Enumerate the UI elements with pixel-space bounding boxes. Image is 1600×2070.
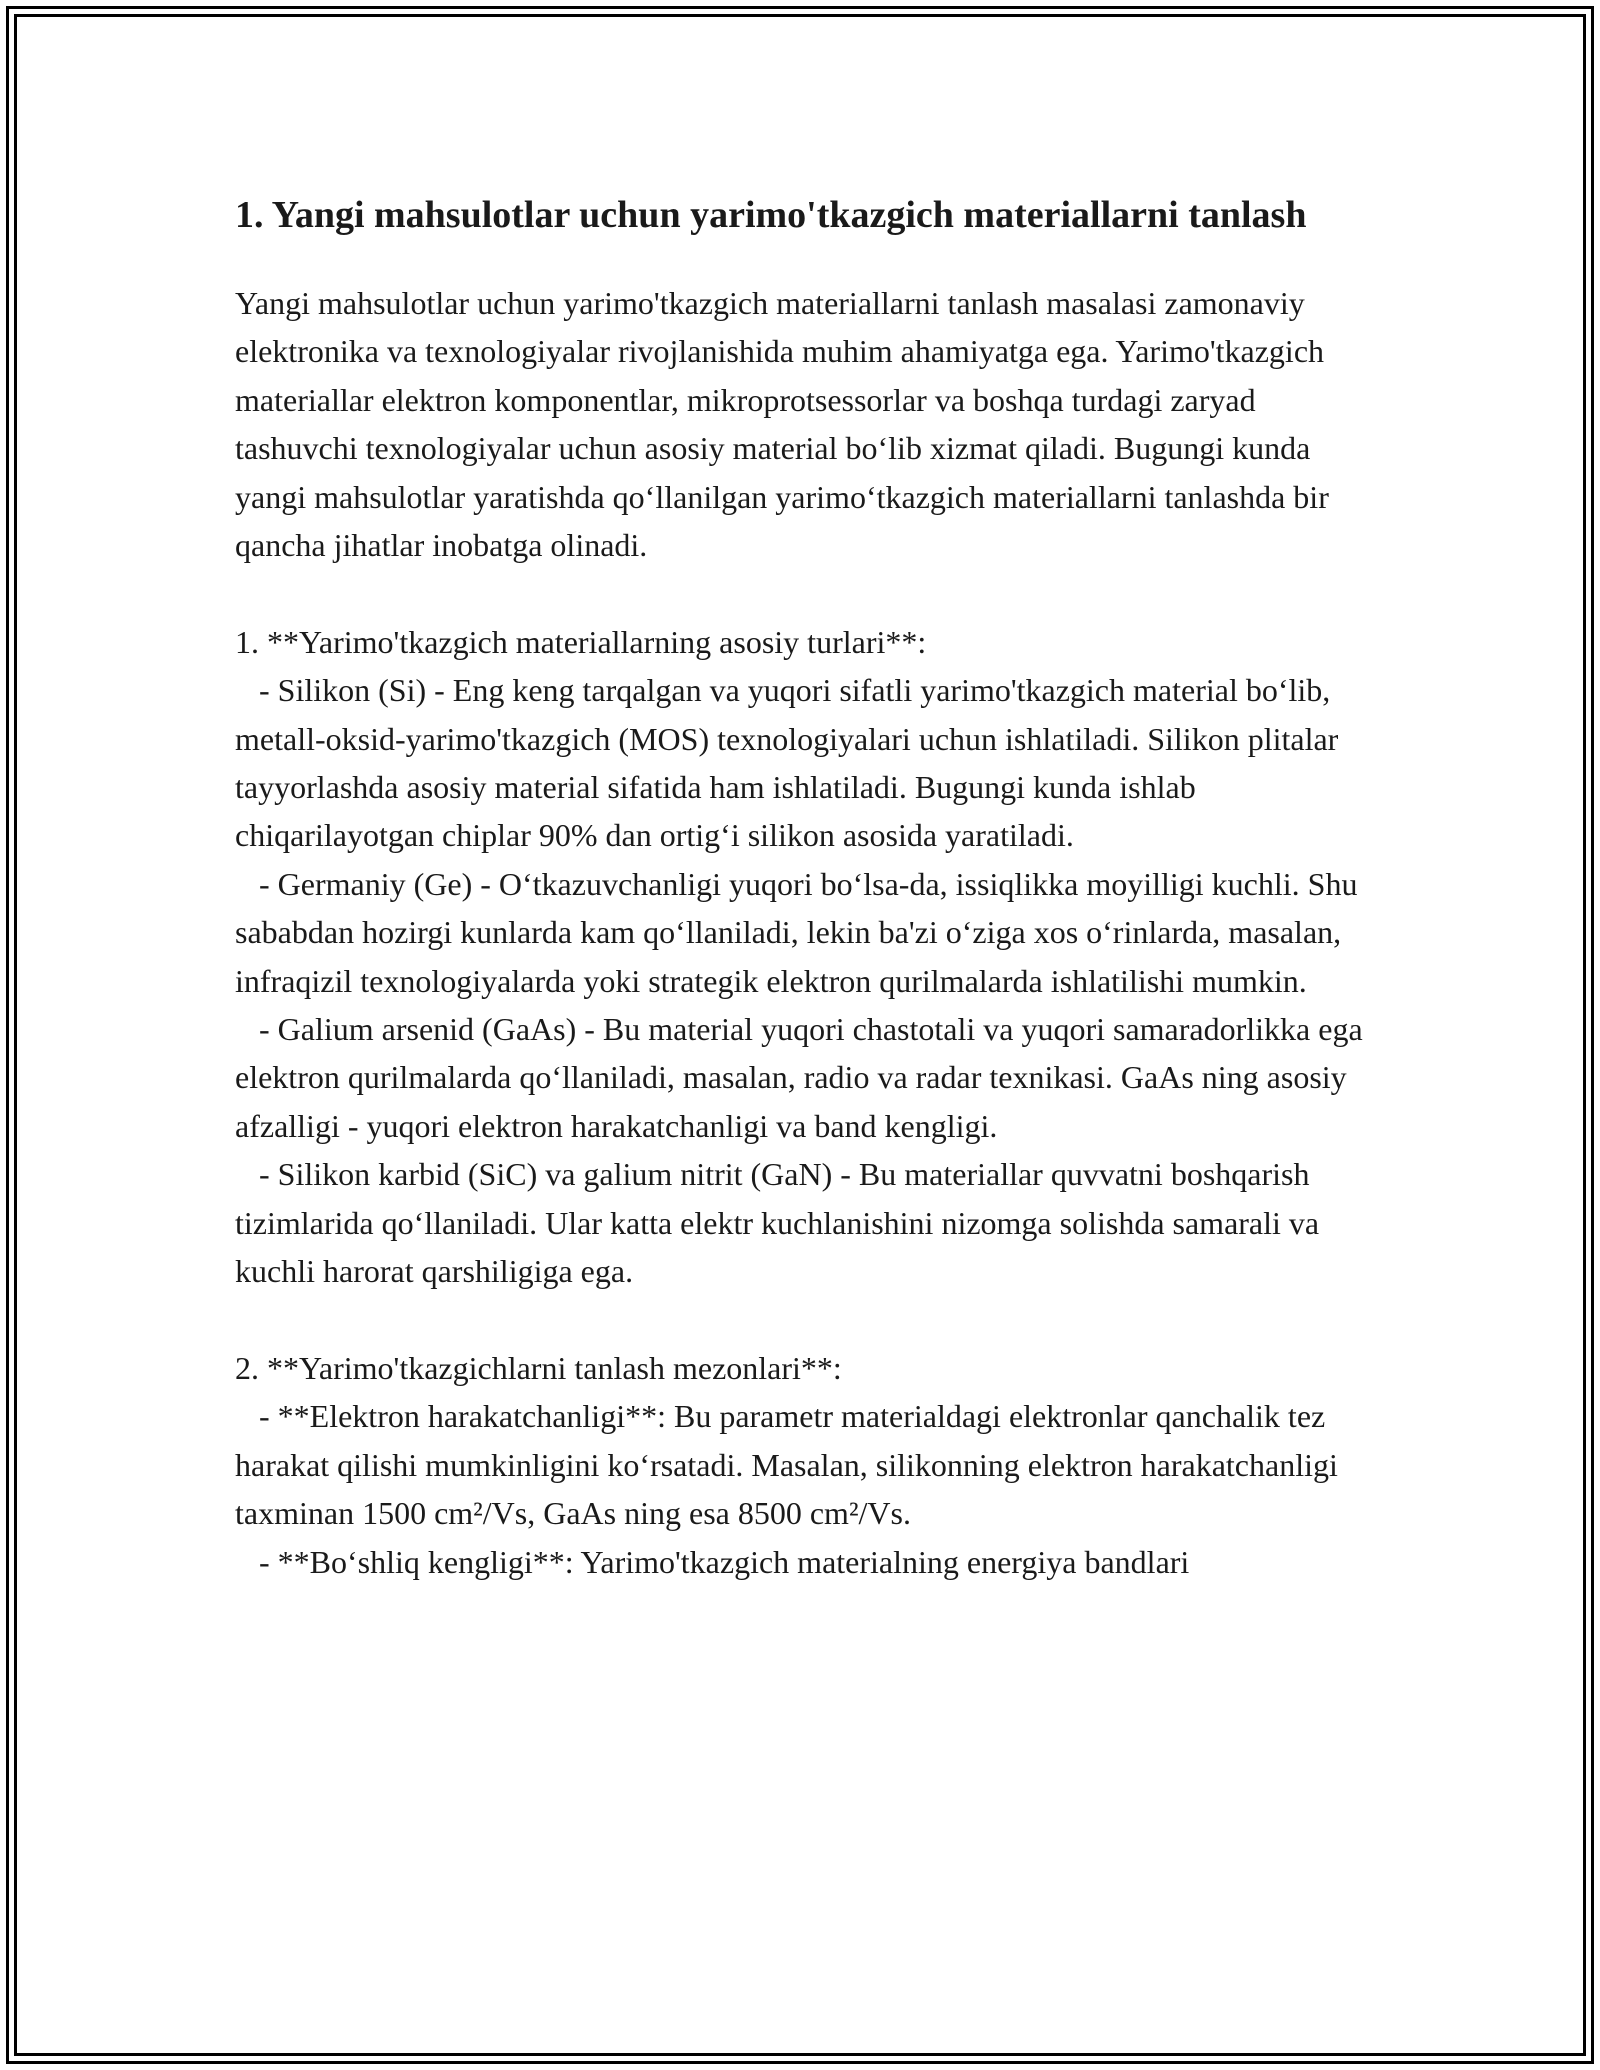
list-item-galium-arsenid: - Galium arsenid (GaAs) - Bu material yuqori chastotali va yuqori samaradorlikka ega elektron qurilmalarda qo‘llaniladi, masalan, radio va radar texnikasi. GaAs ning asosiy afzalligi - yuqori elektron harakatchanligi va band kengligi. [235,1011,1371,1144]
list-item-silikon: - Silikon (Si) - Eng keng tarqalgan va yuqori sifatli yarimo'tkazgich material bo‘lib, metall-oksid-yarimo'tkazgich (MOS) texnologiyalari uchun ishlatiladi. Silikon plitalar tayyorlashda asosiy material sifatida ham ishlatiladi. Bugungi kunda ishlab chiqarilayotgan chiplar 90% dan ortig‘i silikon asosida yaratiladi. [235,672,1347,854]
list-item-germaniy: - Germaniy (Ge) - O‘tkazuvchanligi yuqori bo‘lsa-da, issiqlikka moyilligi kuchli. Shu sababdan hozirgi kunlarda kam qo‘llaniladi, lekin ba'zi o‘ziga xos o‘rinlarda, masalan, infraqizil texnologiyalarda yoki strategik elektron qurilmalarda ishlatilishi mumkin. [235,865,1366,999]
list-item-boshliq-kengligi: - **Bo‘shliq kengligi**: Yarimo'tkazgich materialning energiya bandlari [235,1543,1190,1580]
paragraph-gap [235,1296,1385,1344]
section-heading: 1. Yangi mahsulotlar uchun yarimo'tkazgich materiallarni tanlash [235,194,1307,236]
list-item-elektron-harakatchanligi: - **Elektron harakatchanligi**: Bu parametr materialdagi elektronlar qanchalik tez harakat qilishi mumkinligini ko‘rsatadi. Masalan, silikonning elektron harakatchanligi taxminan 1500 cm²/Vs, GaAs ning esa 8500 cm²/Vs. [235,1398,1346,1532]
intro-paragraph: Yangi mahsulotlar uchun yarimo'tkazgich materiallarni tanlash masalasi zamonaviy elektronika va texnologiyalar rivojlanishida muhim ahamiyatga ega. Yarimo'tkazgich materiallar elektron komponentlar, mikroprotsessorlar va boshqa turdagi zaryad tashuvchi texnologiyalar uchun asosiy material bo‘lib xizmat qiladi. Bugungi kunda yangi mahsulotlar yaratishda qo‘llanilgan yarimo‘tkazgich materiallarni tanlashda bir qancha jihatlar inobatga olinadi. [235,285,1329,564]
section1-title: 1. **Yarimo'tkazgich materiallarning asosiy turlari**: [235,623,927,660]
document-page [235,188,1385,1586]
paragraph-gap [235,569,1385,617]
section2-title: 2. **Yarimo'tkazgichlarni tanlash mezonlari**: [235,1349,842,1386]
list-item-silikon-karbid: - Silikon karbid (SiC) va galium nitrit (GaN) - Bu materiallar quvvatni boshqarish tizimlarida qo‘llaniladi. Ular katta elektr kuchlanishini nizomga solishda samarali va kuchli harorat qarshiligiga ega. [235,1156,1328,1290]
